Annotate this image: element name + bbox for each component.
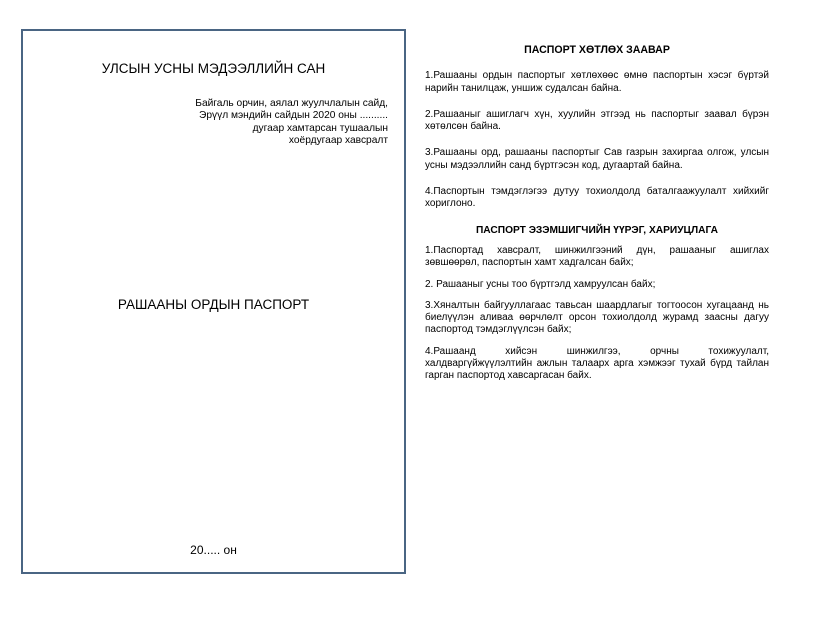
approval-line: дугаар хамтарсан тушаалын <box>252 122 388 134</box>
instruction-item: 1.Рашааны ордын паспортыг хөтлөхөөс өмнө паспортын хэсэг бүртэй нарийн танилцаж, уншиж судалсан байна. <box>425 70 769 94</box>
instructions-page <box>425 44 769 392</box>
instruction-item: 2.Рашааныг ашиглагч хүн, хуулийн этгээд нь паспортыг заавал бүрэн хөтөлсөн байна. <box>425 108 769 133</box>
responsibilities-heading: ПАСПОРТ ЭЗЭМШИГЧИЙН ҮҮРЭГ, ХАРИУЦЛАГА <box>475 224 718 236</box>
responsibility-item: 4.Рашаанд хийсэн шинжилгээ, орчны тохижуулалт, халдваргүйжүүлэлтийн ажлын талаарх арга хэмжээг тухай бүрд тайлан гарган паспортод хавсаргасан байх. <box>425 345 769 382</box>
organization-title: УЛСЫН УСНЫ МЭДЭЭЛЛИЙН САН <box>101 61 326 76</box>
approval-line: хоёрдугаар хавсралт <box>288 135 388 147</box>
instruction-item: 4.Паспортын тэмдэглэгээ дутуу тохиолдолд баталгаажуулалт хийхийг хориглоно. <box>425 186 769 210</box>
responsibility-item: 2. Рашааныг усны тоо бүртгэлд хамруулсан байх; <box>425 278 656 290</box>
document-title: РАШААНЫ ОРДЫН ПАСПОРТ <box>117 297 310 312</box>
approval-line: Эрүүл мэндийн сайдын 2020 оны .......... <box>199 110 388 122</box>
year-field: 20..... он <box>190 543 237 557</box>
approval-note <box>195 98 388 148</box>
instructions-heading: ПАСПОРТ ХӨТЛӨХ ЗААВАР <box>524 44 670 56</box>
approval-line: Байгаль орчин, аялал жуулчлалын сайд, <box>195 98 388 109</box>
passport-cover-page <box>21 29 406 574</box>
instruction-item: 3.Рашааны орд, рашааны паспортыг Сав газрын захиргаа олгож, улсын усны мэдээллийн санд бүртгэсэн код, дугаартай байна. <box>425 147 769 171</box>
responsibility-item: 1.Паспортад хавсралт, шинжилгээний дүн, рашааныг ашиглах зөвшөөрөл, паспортын хамт хадгалсан байх; <box>425 244 769 269</box>
responsibility-item: 3.Хяналтын байгууллагаас тавьсан шаардлагыг тогтоосон хугацаанд нь биелүүлэн аливаа өөрчлөлт орсон тохиолдолд журамд заасны дагуу паспортод тэмдэглүүлсэн байх; <box>425 299 769 336</box>
